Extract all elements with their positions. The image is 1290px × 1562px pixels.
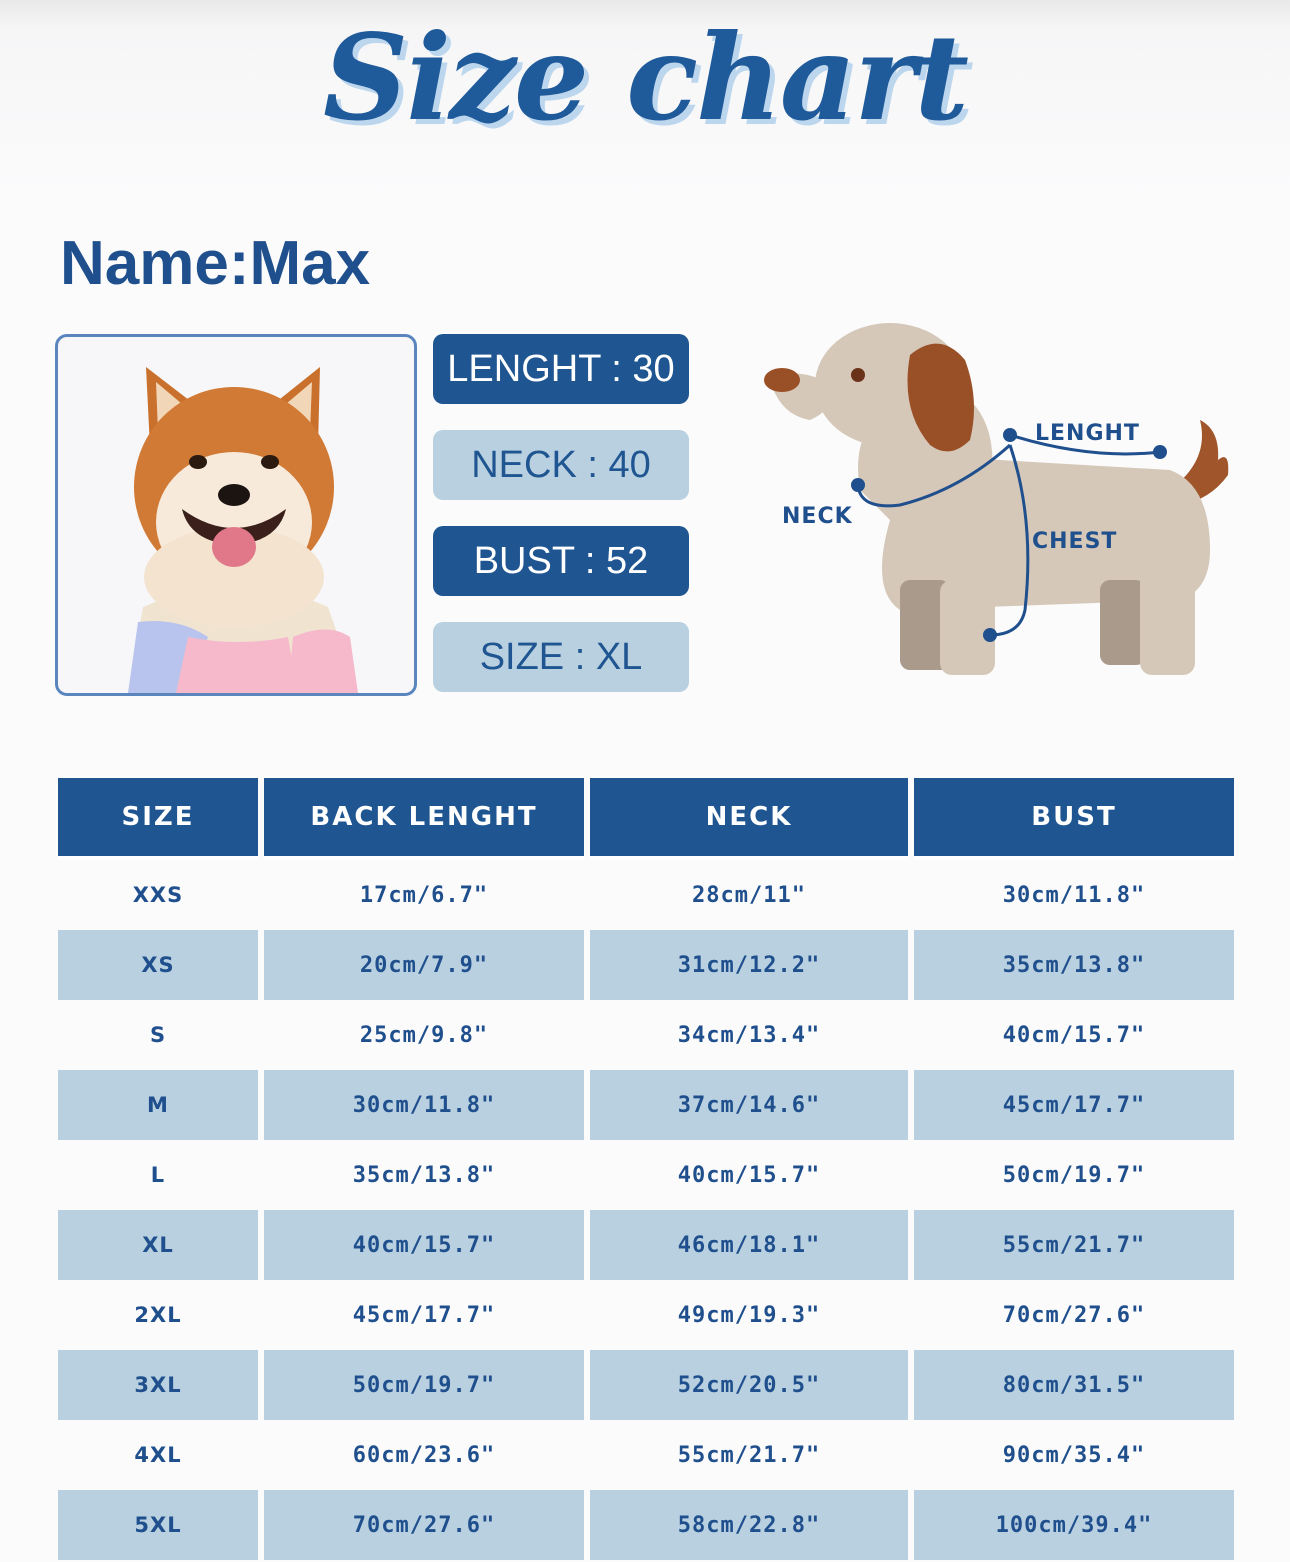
back-length-cell: 50cm/19.7" <box>264 1350 584 1420</box>
dog-nose-shape <box>764 368 800 392</box>
neck-cell: 46cm/18.1" <box>590 1210 908 1280</box>
header-back-length: BACK LENGHT <box>264 778 584 860</box>
size-cell: XL <box>58 1210 258 1280</box>
table-row <box>58 1280 1234 1350</box>
header-bust: BUST <box>914 778 1234 860</box>
neck-cell: 31cm/12.2" <box>590 930 908 1000</box>
back-length-cell: 60cm/23.6" <box>352 1442 496 1468</box>
table-row <box>58 930 1234 1000</box>
table-row <box>58 1420 1234 1490</box>
dog-leg-shape <box>940 580 995 675</box>
back-length-cell: 25cm/9.8" <box>359 1022 489 1048</box>
neck-cell: 52cm/20.5" <box>590 1350 908 1420</box>
bust-cell: 90cm/35.4" <box>1002 1442 1146 1468</box>
length-start-dot <box>1003 428 1017 442</box>
neck-cell: 49cm/19.3" <box>677 1302 821 1328</box>
bust-cell: 45cm/17.7" <box>914 1070 1234 1140</box>
dog-leg-shape <box>1140 570 1195 675</box>
page-title: Size chart <box>323 8 967 147</box>
size-cell: L <box>150 1163 166 1187</box>
chest-label: CHEST <box>1032 529 1118 554</box>
bust-cell: 70cm/27.6" <box>1002 1302 1146 1328</box>
neck-cell: 58cm/22.8" <box>590 1490 908 1560</box>
back-length-cell: 20cm/7.9" <box>264 930 584 1000</box>
chest-dot <box>983 628 997 642</box>
table-row <box>58 1070 1234 1140</box>
table-row <box>58 1210 1234 1280</box>
bust-cell: 55cm/21.7" <box>914 1210 1234 1280</box>
neck-cell: 28cm/11" <box>692 882 806 908</box>
header-size: SIZE <box>58 778 258 860</box>
bust-cell: 100cm/39.4" <box>914 1490 1234 1560</box>
neck-label: NECK <box>782 504 853 529</box>
size-cell: 5XL <box>58 1490 258 1560</box>
table-row <box>58 1490 1234 1560</box>
size-cell: S <box>149 1023 167 1047</box>
back-length-cell: 17cm/6.7" <box>359 882 489 908</box>
bust-cell: 35cm/13.8" <box>914 930 1234 1000</box>
size-cell: 4XL <box>134 1443 182 1467</box>
bust-cell: 50cm/19.7" <box>1002 1162 1146 1188</box>
neck-cell: 40cm/15.7" <box>677 1162 821 1188</box>
size-table <box>52 778 1240 1560</box>
header-neck: NECK <box>590 778 908 860</box>
bust-measurement: BUST : 52 <box>433 526 689 596</box>
dog-photo <box>55 334 417 696</box>
pet-name: Name:Max <box>60 229 371 298</box>
back-length-cell: 30cm/11.8" <box>264 1070 584 1140</box>
back-length-cell: 45cm/17.7" <box>352 1302 496 1328</box>
table-row <box>58 1140 1234 1210</box>
length-measurement: LENGHT : 30 <box>433 334 689 404</box>
back-length-cell: 40cm/15.7" <box>264 1210 584 1280</box>
length-label: LENGHT <box>1035 421 1140 446</box>
table-row <box>58 1350 1234 1420</box>
back-length-cell: 35cm/13.8" <box>352 1162 496 1188</box>
bust-cell: 40cm/15.7" <box>1002 1022 1146 1048</box>
size-cell: 3XL <box>58 1350 258 1420</box>
dog-measurement-diagram <box>740 310 1250 710</box>
neck-cell: 55cm/21.7" <box>677 1442 821 1468</box>
back-length-cell: 70cm/27.6" <box>264 1490 584 1560</box>
neck-cell: 34cm/13.4" <box>677 1022 821 1048</box>
table-row <box>58 860 1234 930</box>
neck-measurement: NECK : 40 <box>433 430 689 500</box>
size-cell: 2XL <box>134 1303 182 1327</box>
neck-cell: 37cm/14.6" <box>590 1070 908 1140</box>
size-cell: XXS <box>132 883 184 907</box>
dog-eye-shape <box>851 368 865 382</box>
bust-cell: 80cm/31.5" <box>914 1350 1234 1420</box>
table-row <box>58 1000 1234 1070</box>
dog-leg-shape <box>1100 580 1146 665</box>
neck-dot <box>851 478 865 492</box>
size-measurement: SIZE : XL <box>433 622 689 692</box>
length-end-dot <box>1153 445 1167 459</box>
size-cell: XS <box>58 930 258 1000</box>
bust-cell: 30cm/11.8" <box>1002 882 1146 908</box>
size-cell: M <box>58 1070 258 1140</box>
